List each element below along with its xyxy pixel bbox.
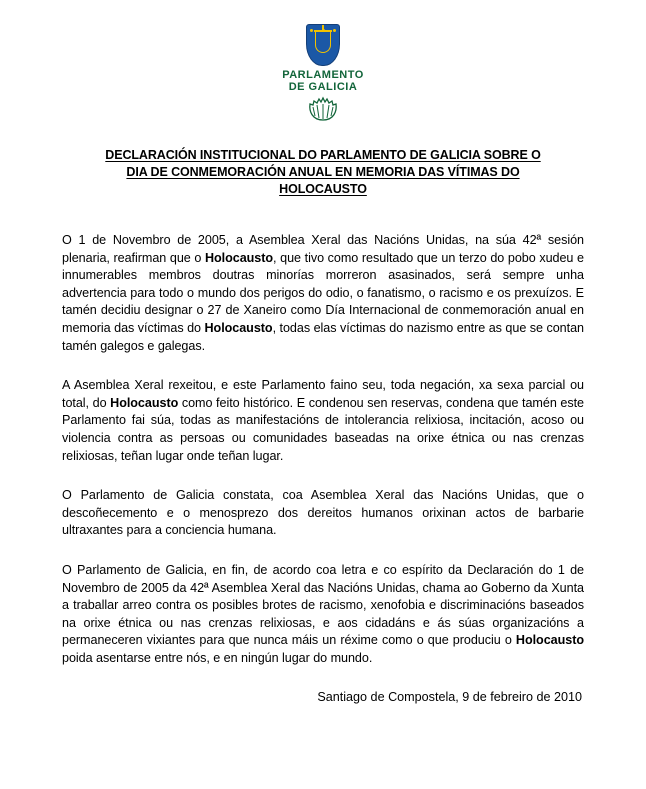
page-title-line-1: DECLARACIÓN INSTITUCIONAL DO PARLAMENTO DE GALICIA SOBRE O bbox=[105, 148, 541, 163]
page-title-line-3: HOLOCAUSTO bbox=[279, 182, 367, 197]
page-title bbox=[72, 147, 574, 198]
logo-header bbox=[62, 24, 584, 121]
paragraph: O 1 de Novembro de 2005, a Asemblea Xeral das Nacións Unidas, na súa 42ª sesión plenaria, reafirman que o Holocausto, que tivo como resultado que un terzo do pobo xudeu e innumerables membros doutras minorías morreron asasinados, será sempre unha advertencia para todo o mundo dos perigos do odio, o fanatismo, o racismo e os prexuízos. E tamén decidiu designar o 27 de Xaneiro como Día Internacional de conmemoración anual en memoria das víctimas do Holocausto, todas elas víctimas do nazismo entre as que se contan tamén galegos e galegas. bbox=[62, 233, 584, 353]
shield-row bbox=[267, 24, 379, 66]
scallop-shell-icon bbox=[308, 95, 338, 121]
paragraph: O Parlamento de Galicia constata, coa Asemblea Xeral das Nacións Unidas, que o descoñecemento e o menosprezo dos dereitos humanos orixinan actos de barbarie ultraxantes para a conciencia humana. bbox=[62, 488, 584, 538]
paragraph: A Asemblea Xeral rexeitou, e este Parlamento faino seu, toda negación, xa sexa parcial ou total, do Holocausto como feito histórico. E condenou sen reservas, condena que tamén este Parlamento fai súa, todas as manifestacións de intolerancia relixiosa, incitación, acoso ou violencia contra as persoas ou comunidades baseadas na orixe étnica ou nas crenzas relixiosas, teñan lugar onde teñan lugar. bbox=[62, 378, 584, 463]
chalice-icon bbox=[315, 32, 331, 53]
logo-line-2: DE GALICIA bbox=[288, 80, 358, 93]
page-title-line-2: DIA DE CONMEMORACIÓN ANUAL EN MEMORIA DAS VÍTIMAS DO bbox=[126, 165, 520, 180]
parlamento-de-galicia-logo bbox=[267, 24, 379, 121]
logo-text bbox=[267, 70, 379, 93]
signoff-location-date: Santiago de Compostela, 9 de febreiro de 2010 bbox=[317, 689, 582, 704]
logo-line-1: PARLAMENTO bbox=[282, 69, 364, 81]
document-body bbox=[62, 232, 584, 667]
shell-wrap bbox=[267, 95, 379, 121]
coat-of-arms-shield-icon bbox=[306, 24, 340, 66]
paragraph: O Parlamento de Galicia, en fin, de acordo coa letra e co espírito da Declaración do 1 de Novembro de 2005 da 42ª Asemblea Xeral das Nacións Unidas, chama ao Goberno da Xunta a traballar arreo contra os posibles brotes de racismo, xenofobia e discriminacións baseados na orixe étnica ou nas crenzas relixiosas, e aos cidadáns e ás súas organizacións a permaneceren vixiantes para que nunca máis un réxime como o que produciu o Holocausto poida asentarse entre nós, e en ningún lugar do mundo. bbox=[62, 563, 584, 665]
